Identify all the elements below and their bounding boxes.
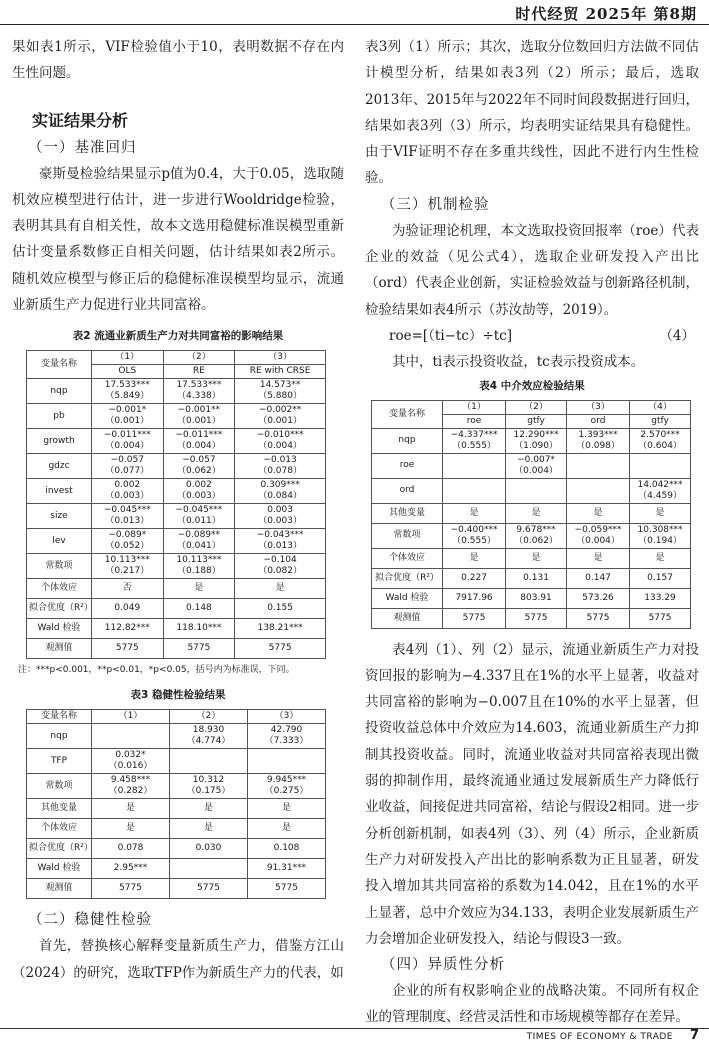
row-label: 拟合优度（R²）	[27, 839, 92, 859]
table-cell	[163, 429, 235, 454]
table-cell	[163, 554, 235, 579]
standard-error: （0.001）	[258, 416, 302, 427]
table-cell	[235, 454, 326, 479]
table-row	[27, 749, 326, 774]
table-row	[27, 504, 326, 529]
coefficient: −0.011***	[175, 430, 223, 441]
table-dep-label: ord	[566, 414, 629, 428]
table-cell: 5775	[630, 608, 691, 628]
table-cell: 0.108	[248, 839, 326, 859]
table-cell: 是	[443, 503, 506, 523]
table-cell	[92, 529, 164, 554]
standard-error: （0.194）	[638, 535, 682, 546]
table-row	[27, 859, 326, 879]
table-cell	[630, 523, 691, 548]
coefficient: −0.089**	[177, 530, 221, 541]
standard-error: （0.003）	[177, 491, 221, 502]
table-cell: 0.030	[170, 839, 248, 859]
paragraph-robustness: 首先，替换核心解释变量新质生产力，借鉴方江山（2024）的研究，选取TFP作为新质生产力的代表，如	[12, 938, 344, 981]
page-footer	[0, 1022, 709, 1044]
table-cell	[248, 749, 326, 774]
table-cell	[170, 774, 248, 799]
table-cell: 否	[92, 579, 164, 599]
table-cell	[443, 523, 506, 548]
table-row	[372, 400, 691, 414]
table-dep-label: roe	[443, 414, 506, 428]
table-row	[27, 351, 326, 365]
row-label: 拟合优度（R²）	[27, 599, 92, 619]
row-label: 其他变量	[27, 799, 92, 819]
page-number: 7	[689, 1028, 699, 1043]
table-cell	[566, 428, 629, 453]
table-row	[372, 523, 691, 548]
journal-name-footer: TIMES OF ECONOMY & TRADE	[526, 1032, 673, 1042]
table-row	[27, 879, 326, 899]
standard-error: （0.555）	[452, 440, 496, 451]
table-row	[27, 774, 326, 799]
formula-expression: roe=[（ti−tc）÷tc]	[389, 327, 513, 344]
table-cell: 803.91	[506, 588, 567, 608]
table-row	[27, 529, 326, 554]
table-cell	[566, 478, 629, 503]
standard-error: （0.082）	[258, 566, 302, 577]
table-cell: 7917.96	[443, 588, 506, 608]
coefficient: −0.104	[263, 555, 297, 566]
table-cell	[163, 454, 235, 479]
table-cell	[235, 529, 326, 554]
row-label: roe	[372, 453, 443, 478]
coefficient: −0.045***	[175, 505, 223, 516]
table-cell: 5775	[163, 639, 235, 659]
table-row	[372, 428, 691, 453]
subheading-robustness: （二）稳健性检验	[28, 912, 152, 929]
coefficient: 2.570***	[640, 429, 680, 440]
table-cell	[443, 453, 506, 478]
table-cell	[235, 404, 326, 429]
table-row	[27, 404, 326, 429]
table4	[371, 400, 691, 629]
table-cell: 0.227	[443, 568, 506, 588]
table-header-col: （2）	[170, 710, 248, 724]
row-label: ord	[372, 478, 443, 503]
table-cell	[506, 428, 567, 453]
table-header-col: （1）	[92, 710, 170, 724]
table-cell: 5775	[92, 639, 164, 659]
standard-error: （0.013）	[258, 541, 302, 552]
row-label: nqp	[27, 724, 92, 749]
standard-error: （0.282）	[108, 786, 153, 797]
table4-title: 表4 中介效应检验结果	[479, 379, 585, 392]
table-cell: 是	[506, 548, 567, 568]
table-row	[27, 429, 326, 454]
row-label: 常数项	[372, 523, 443, 548]
table-cell: 是	[566, 548, 629, 568]
table-row	[372, 453, 691, 478]
row-label: 个体效应	[27, 579, 92, 599]
table-header-var: 变量名称	[27, 710, 92, 724]
coefficient: −0.045***	[103, 505, 151, 516]
table-cell	[170, 749, 248, 774]
standard-error: （0.011）	[177, 516, 221, 527]
paragraph-robustness-cont: 表3列（1）所示；其次，选取分位数回归方法做不同估计模型分析，结果如表3列（2）所示；最后，选取2013年、2015年与2022年不同时间段数据进行回归，结果如表3列（3）所示，均表明实证结果具有稳健性。由于VIF证明不存在多重共线性，因此不进行内生性检验。	[365, 39, 699, 187]
table-cell	[506, 478, 567, 503]
table-row	[372, 478, 691, 503]
table-row	[372, 588, 691, 608]
paragraph-formula-explain: 其中，ti表示投资收益，tc表示投资成本。	[392, 354, 645, 371]
table-cell: 0.078	[92, 839, 170, 859]
table-row	[27, 839, 326, 859]
table-row	[27, 599, 326, 619]
table-cell: 112.82***	[92, 619, 164, 639]
table-header-var: 变量名称	[27, 351, 92, 379]
table-cell	[92, 749, 170, 774]
coefficient: −0.013	[263, 455, 297, 466]
standard-error: （0.098）	[576, 440, 620, 451]
row-label: Wald 检验	[27, 859, 92, 879]
table-header-col: （4）	[630, 400, 691, 414]
coefficient: 14.573**	[259, 380, 301, 391]
table-row	[27, 819, 326, 839]
section-heading-results: 实证结果分析	[32, 110, 129, 130]
table-header-col: （1）	[92, 351, 164, 365]
table-cell: 0.155	[235, 599, 326, 619]
table-header-col: （3）	[235, 351, 326, 365]
table-cell: 5775	[235, 639, 326, 659]
row-label: 拟合优度（R²）	[372, 568, 443, 588]
table-cell	[235, 554, 326, 579]
standard-error: （0.062）	[177, 466, 221, 477]
table-cell	[506, 523, 567, 548]
journal-header: 时代经贸 2025年 第8期	[515, 5, 697, 23]
table3	[26, 709, 326, 899]
table-row	[372, 568, 691, 588]
table-cell: 是	[92, 819, 170, 839]
standard-error: （0.004）	[576, 535, 620, 546]
coefficient: −0.043***	[256, 530, 304, 541]
row-label: lev	[27, 529, 92, 554]
table-cell: 是	[248, 799, 326, 819]
coefficient: 12.290***	[513, 429, 559, 440]
table-cell: 5775	[506, 608, 567, 628]
table-cell	[163, 379, 235, 404]
table-header-col: （2）	[163, 351, 235, 365]
formula-number: （4）	[659, 327, 695, 344]
left-column	[12, 34, 344, 986]
row-label: 观测值	[372, 608, 443, 628]
paragraph-baseline: 豪斯曼检验结果显示p值为0.4，大于0.05，选取随机效应模型进行估计，进一步进行Wooldridge检验，表明其具有自相关性，故本文选用稳健标准误模型重新估计变量系数修正自相关问题，估计结果如表2所示。随机效应模型与修正后的稳健标准误模型均显示，流通业新质生产力促进行业共同富裕。	[12, 165, 344, 314]
standard-error: （1.090）	[514, 440, 558, 451]
standard-error: （5.849）	[105, 391, 150, 402]
coefficient: 9.458***	[110, 775, 151, 786]
table-cell	[170, 724, 248, 749]
row-label: 观测值	[27, 639, 92, 659]
table-cell	[443, 428, 506, 453]
table-row	[27, 454, 326, 479]
table-cell: 138.21***	[235, 619, 326, 639]
coefficient: 0.002	[114, 480, 141, 491]
table2-note: 注：***p<0.001，**p<0.01，*p<0.05，括号内为标准误，下同。	[18, 665, 295, 676]
table-cell	[92, 404, 164, 429]
table-cell: 5775	[248, 879, 326, 899]
coefficient: −0.011***	[103, 430, 151, 441]
standard-error: （0.004）	[258, 441, 302, 452]
row-label: 常数项	[27, 554, 92, 579]
table-cell	[443, 478, 506, 503]
standard-error: （0.077）	[105, 466, 150, 477]
table-row	[27, 379, 326, 404]
coefficient: 9.945***	[266, 775, 307, 786]
table-cell: 2.95***	[92, 859, 170, 879]
coefficient: −0.057	[182, 455, 216, 466]
standard-error: （4.338）	[177, 391, 221, 402]
standard-error: （0.052）	[105, 541, 150, 552]
coefficient: 10.308***	[637, 524, 683, 535]
table-cell	[163, 404, 235, 429]
subheading-heterogeneity: （四）异质性分析	[381, 957, 505, 974]
subheading-mechanism: （三）机制检验	[381, 196, 490, 213]
table-cell	[566, 523, 629, 548]
table-dep-label: gtfy	[506, 414, 567, 428]
row-label: 个体效应	[27, 819, 92, 839]
table-cell	[566, 453, 629, 478]
standard-error: （0.175）	[186, 786, 231, 797]
table-cell	[92, 504, 164, 529]
row-label: 观测值	[27, 879, 92, 899]
table-cell	[506, 453, 567, 478]
table-cell: 是	[92, 799, 170, 819]
standard-error: （0.004）	[177, 441, 221, 452]
table2-title: 表2 流通业新质生产力对共同富裕的影响结果	[72, 330, 284, 343]
table-cell	[92, 479, 164, 504]
table-cell	[92, 554, 164, 579]
table-cell	[248, 724, 326, 749]
table-cell	[235, 504, 326, 529]
table-cell	[92, 454, 164, 479]
coefficient: 10.312	[192, 775, 225, 786]
table-cell: 是	[630, 548, 691, 568]
standard-error: （0.062）	[514, 535, 558, 546]
table-cell: 0.157	[630, 568, 691, 588]
table-cell	[92, 379, 164, 404]
table-cell: 5775	[170, 879, 248, 899]
coefficient: −0.002**	[258, 405, 302, 416]
coefficient: 0.032*	[115, 750, 146, 761]
standard-error: （0.004）	[105, 441, 150, 452]
row-label: nqp	[372, 428, 443, 453]
coefficient: −0.007*	[517, 454, 555, 465]
footer-rule	[0, 1028, 709, 1029]
paragraph-mechanism: 为验证理论机理，本文选取投资回报率（roe）代表企业的效益（见公式4），选取企业研发投入产出比（ord）代表企业创新，实证检验效益与创新路径机制，检验结果如表4所示（苏汝劼等，2019）。	[365, 222, 699, 318]
table-cell: 是	[235, 579, 326, 599]
standard-error: （0.604）	[638, 440, 682, 451]
table-row	[27, 619, 326, 639]
standard-error: （0.001）	[177, 416, 221, 427]
coefficient: −0.057	[110, 455, 144, 466]
table-row	[27, 554, 326, 579]
table-cell	[235, 429, 326, 454]
paragraph-mediation-analysis: 表4列（1）、列（2）显示，流通业新质生产力对投资回报的影响为−4.337且在1%的水平上显著，收益对共同富裕的影响为−0.007且在10%的水平上显著，但投资收益总体中介效应为14.603，流通业新质生产力抑制其投资收益。同时，流通业收益对共同富裕表现出微弱的抑制作用，最终流通业通过发展新质生产力降低行业收益，间接促进共同富裕，结论与假设2相同。进一步分析创新机制，如表4列（3）、列（4）所示，企业新质生产力对研发投入产出比的影响系数为正且显著，研发投入增加其共同富裕的系数为14.042，且在1%的水平上显著，总中介效应为34.133，表明企业发展新质生产力会增加企业研发投入，结论与假设3一致。	[365, 641, 699, 947]
row-label: pb	[27, 404, 92, 429]
table-cell: 是	[170, 799, 248, 819]
table-model-label: RE	[163, 365, 235, 379]
coefficient: −0.089*	[108, 530, 147, 541]
table-row	[372, 548, 691, 568]
row-label: Wald 检验	[372, 588, 443, 608]
standard-error: （0.041）	[177, 541, 221, 552]
coefficient: −0.001*	[108, 405, 147, 416]
table-cell	[163, 479, 235, 504]
row-label: gdzc	[27, 454, 92, 479]
table-cell: 133.29	[630, 588, 691, 608]
table-header-col: （2）	[506, 400, 567, 414]
row-label: 其他变量	[372, 503, 443, 523]
table-cell: 0.147	[566, 568, 629, 588]
standard-error: （0.003）	[258, 516, 302, 527]
coefficient: 0.002	[186, 480, 212, 491]
table-cell	[235, 379, 326, 404]
table-cell: 0.148	[163, 599, 235, 619]
page-header	[0, 0, 709, 26]
coefficient: 14.042***	[637, 479, 683, 490]
table-row	[27, 639, 326, 659]
row-label: growth	[27, 429, 92, 454]
subheading-baseline: （一）基准回归	[28, 139, 137, 156]
standard-error: （7.333）	[264, 736, 309, 747]
coefficient: 10.113***	[176, 555, 222, 566]
table-row	[372, 608, 691, 628]
coefficient: 10.113***	[104, 555, 150, 566]
right-column	[365, 34, 699, 1031]
coefficient: 9.678***	[516, 524, 556, 535]
table3-title: 表3 稳健性检验结果	[130, 689, 226, 702]
standard-error: （0.001）	[105, 416, 150, 427]
table-cell	[163, 504, 235, 529]
table-cell: 5775	[566, 608, 629, 628]
formula-4	[365, 323, 699, 349]
coefficient: 17.533***	[176, 380, 222, 391]
coefficient: 17.533***	[104, 380, 150, 391]
table-cell: 是	[248, 819, 326, 839]
table-cell	[92, 724, 170, 749]
table-cell: 是	[170, 819, 248, 839]
coefficient: 18.930	[192, 725, 225, 736]
standard-error: （0.275）	[264, 786, 309, 797]
table-cell: 5775	[443, 608, 506, 628]
table-model-label: RE with CRSE	[235, 365, 326, 379]
row-label: invest	[27, 479, 92, 504]
coefficient: −0.001**	[177, 405, 221, 416]
table-cell: 是	[630, 503, 691, 523]
row-label: TFP	[27, 749, 92, 774]
standard-error: （0.084）	[258, 491, 302, 502]
table-dep-label: gtfy	[630, 414, 691, 428]
coefficient: 0.003	[267, 505, 293, 516]
table-row	[27, 724, 326, 749]
table-row	[27, 579, 326, 599]
table-header-var: 变量名称	[372, 400, 443, 428]
paragraph-heterogeneity: 企业的所有权影响企业的战略决策。不同所有权企业的管理制度、经营灵活性和市场规模等都存在差异。	[365, 983, 699, 1026]
row-label: Wald 检验	[27, 619, 92, 639]
table-cell: 0.049	[92, 599, 164, 619]
table-cell: 91.31***	[248, 859, 326, 879]
row-label: 个体效应	[372, 548, 443, 568]
standard-error: （0.013）	[105, 516, 150, 527]
standard-error: （0.003）	[105, 491, 150, 502]
coefficient: −0.010***	[256, 430, 304, 441]
table-cell	[92, 774, 170, 799]
coefficient: −0.059***	[574, 524, 622, 535]
table-model-label: OLS	[92, 365, 164, 379]
table-row	[27, 799, 326, 819]
table-cell: 是	[163, 579, 235, 599]
table-cell: 5775	[92, 879, 170, 899]
table-cell	[248, 774, 326, 799]
header-rule	[0, 24, 709, 25]
table-cell: 0.131	[506, 568, 567, 588]
coefficient: −0.400***	[450, 524, 498, 535]
table-header-col: （3）	[566, 400, 629, 414]
paragraph-vif: 果如表1所示，VIF检验值小于10，表明数据不存在内生性问题。	[12, 39, 344, 82]
row-label: nqp	[27, 379, 92, 404]
table-cell: 是	[443, 548, 506, 568]
table-cell	[170, 859, 248, 879]
table-cell: 118.10***	[163, 619, 235, 639]
coefficient: 42.790	[270, 725, 303, 736]
coefficient: 1.393***	[578, 429, 618, 440]
coefficient: −4.337***	[450, 429, 498, 440]
table-row	[372, 503, 691, 523]
standard-error: （0.188）	[177, 566, 221, 577]
table-cell: 是	[506, 503, 567, 523]
table-cell: 573.26	[566, 588, 629, 608]
row-label: size	[27, 504, 92, 529]
table-cell: 是	[566, 503, 629, 523]
standard-error: （0.078）	[258, 466, 302, 477]
row-label: 常数项	[27, 774, 92, 799]
table-row	[27, 710, 326, 724]
table-cell	[92, 429, 164, 454]
table-cell	[630, 453, 691, 478]
table-cell	[630, 428, 691, 453]
standard-error: （0.016）	[108, 761, 153, 772]
table-header-col: （1）	[443, 400, 506, 414]
table-cell	[163, 529, 235, 554]
standard-error: （4.459）	[638, 490, 682, 501]
table2	[26, 350, 326, 659]
standard-error: （0.555）	[452, 535, 496, 546]
standard-error: （0.217）	[105, 566, 150, 577]
table-row	[27, 479, 326, 504]
standard-error: （4.774）	[186, 736, 231, 747]
table-cell	[235, 479, 326, 504]
coefficient: 0.309***	[260, 480, 300, 491]
table-header-col: （3）	[248, 710, 326, 724]
table-cell	[630, 478, 691, 503]
standard-error: （0.004）	[514, 465, 558, 476]
standard-error: （5.880）	[258, 391, 302, 402]
